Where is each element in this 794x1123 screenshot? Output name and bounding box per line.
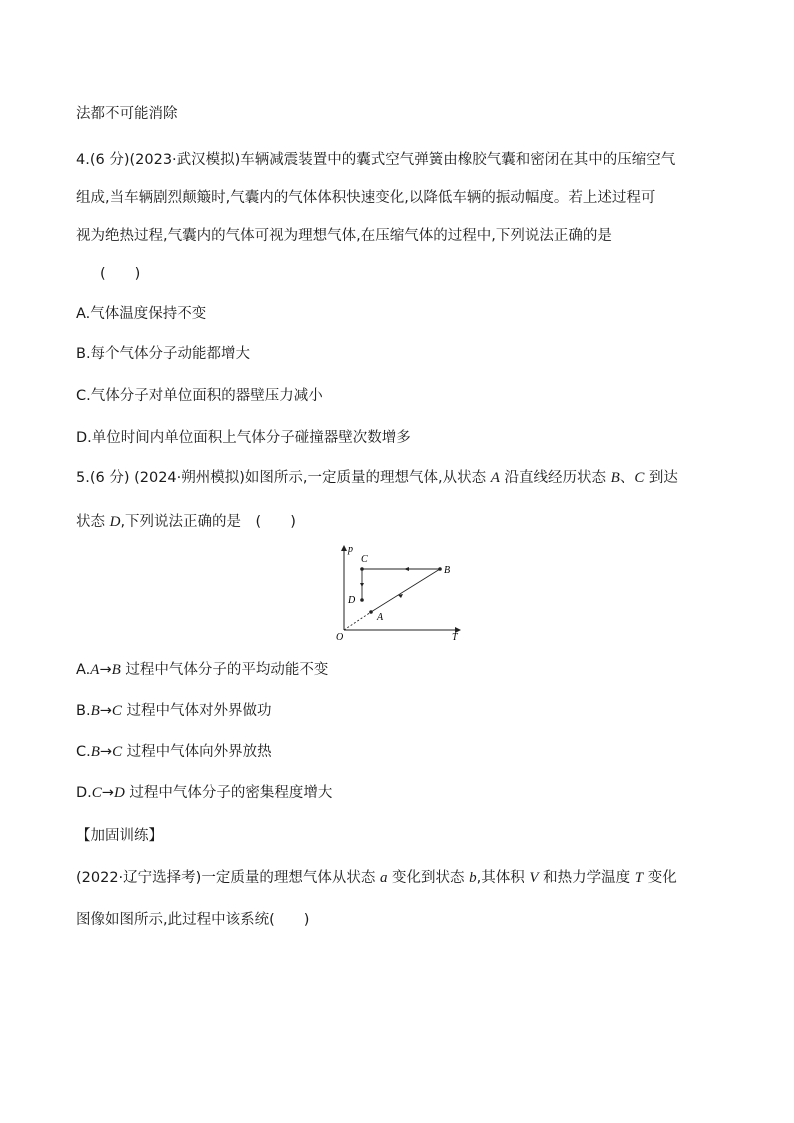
point-b [438, 567, 442, 571]
training-question-line-2: 图像如图所示,此过程中该系统( ) [76, 912, 310, 928]
question-5-line-1: 5.(6 分) (2024·朔州模拟)如图所示,一定质量的理想气体,从状态 A 沿直线经历状态 B、C 到达 [76, 470, 678, 486]
question-4-line-1: 4.(6 分)(2023·武汉模拟)车辆减震装置中的囊式空气弹簧由橡胶气囊和密闭在其中的压缩空气 [76, 152, 676, 168]
text-line-continuation: 法都不可能消除 [76, 106, 178, 122]
origin-label: O [336, 632, 344, 643]
question-5-option-c: C.B→C 过程中气体向外界放热 [76, 744, 272, 760]
question-4-option-b: B.每个气体分子动能都增大 [76, 346, 251, 362]
x-axis-label: T [452, 632, 458, 643]
section-heading: 【加固训练】 [76, 828, 163, 844]
question-5-option-b: B.B→C 过程中气体对外界做功 [76, 703, 272, 719]
label-d: D [348, 595, 356, 606]
arrow-b-to-c [404, 567, 409, 571]
p-t-diagram [332, 540, 472, 650]
question-4-option-d: D.单位时间内单位面积上气体分子碰撞器壁次数增多 [76, 430, 411, 446]
line-a-to-b [371, 569, 440, 612]
y-axis-label: p [348, 544, 353, 555]
point-c [360, 567, 364, 571]
question-4-line-3: 视为绝热过程,气囊内的气体可视为理想气体,在压缩气体的过程中,下列说法正确的是 [76, 228, 612, 244]
question-5-line-2: 状态 D,下列说法正确的是 ( ) [76, 514, 296, 530]
question-4-line-2: 组成,当车辆剧烈颠簸时,气囊内的气体体积快速变化,以降低车辆的振动幅度。若上述过程可 [76, 190, 656, 206]
question-4-option-c: C.气体分子对单位面积的器壁压力减小 [76, 388, 323, 404]
label-b: B [444, 565, 451, 576]
point-a [369, 610, 373, 614]
training-question-line-1: (2022·辽宁选择考)一定质量的理想气体从状态 a 变化到状态 b,其体积 V 和热力学温度 T 变化 [76, 870, 677, 886]
question-5-option-d: D.C→D 过程中气体分子的密集程度增大 [76, 785, 333, 801]
extension-dashed-line [344, 612, 371, 630]
label-c: C [361, 554, 368, 565]
question-5-option-a: A.A→B 过程中气体分子的平均动能不变 [76, 662, 329, 678]
point-d [360, 598, 364, 602]
arrow-c-to-d [360, 583, 364, 587]
question-4-option-a: A.气体温度保持不变 [76, 306, 207, 322]
label-a: A [377, 612, 384, 623]
question-4-answer-blank: ( ) [100, 266, 141, 282]
